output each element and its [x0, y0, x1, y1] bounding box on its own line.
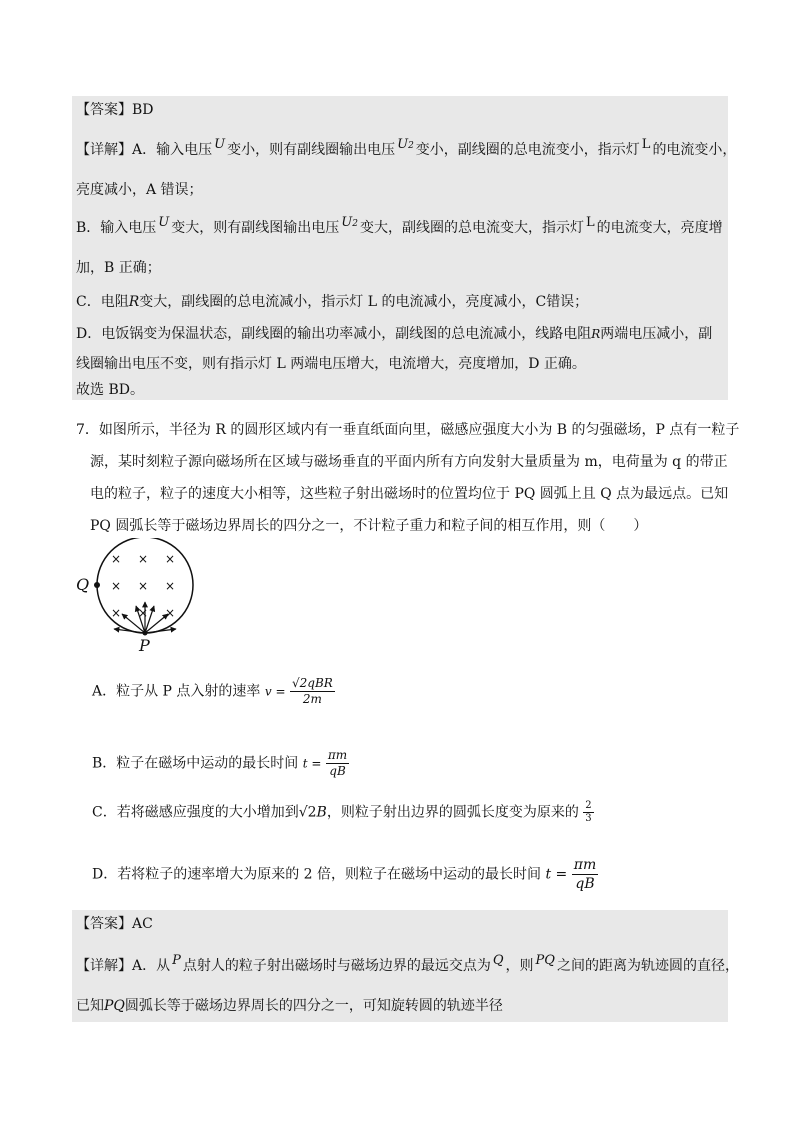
symbol-u2: U2 — [341, 215, 358, 230]
symbol-u2: U2 — [397, 137, 414, 152]
text: C．电阻 — [76, 294, 129, 310]
svg-text:×: × — [110, 552, 122, 566]
label-q: Q — [76, 575, 90, 594]
text: 【详解】A．从 — [76, 958, 171, 974]
svg-text:×: × — [110, 606, 122, 620]
detail-a-line1 — [76, 137, 737, 162]
detail-d-line2: 线圈输出电压不变，则有指示灯 L 两端电压增大，电流增大，亮度增加，D 正确。 — [76, 356, 586, 372]
symbol-c: C — [535, 294, 547, 310]
text: 已知 — [76, 998, 104, 1014]
svg-text:×: × — [164, 552, 176, 566]
symbol-p: P — [172, 953, 181, 968]
option-a — [92, 676, 335, 707]
text: 【详解】A．输入电压 — [76, 142, 213, 158]
point-q-dot — [94, 582, 100, 588]
text: A．粒子从 P 点入射的速率 — [92, 683, 261, 700]
magnetic-field-figure — [70, 538, 210, 656]
text: 两端电压减小，副 — [600, 326, 713, 342]
text: 变小，则有副线圈输出电压 — [227, 142, 396, 158]
option-b — [92, 748, 349, 779]
text: D．电饭锅变为保温状态，副线圈的输出功率减小，副线图的总电流减小，线路电阻 — [76, 326, 592, 342]
svg-text:×: × — [137, 579, 149, 593]
text: 错误； — [546, 294, 589, 310]
formula-lhs: t = — [545, 866, 568, 883]
text: 之间的距离为轨迹圆的直径， — [556, 958, 739, 974]
fraction-two-thirds: $\frac{2}{3}$ — [585, 800, 592, 824]
text: 点射人的粒子射出磁场时与磁场边界的最远交点为 — [182, 958, 491, 974]
svg-text:×: × — [137, 552, 149, 566]
formula-lhs: v = — [264, 684, 286, 699]
svg-text:×: × — [164, 579, 176, 593]
detail-a-line2: 亮度减小，A 错误； — [76, 182, 203, 198]
svg-text:×: × — [137, 606, 149, 620]
text: B．粒子在磁场中运动的最长时间 — [92, 755, 299, 772]
text: 的电流变小， — [652, 142, 737, 158]
text: C．若将磁感应强度的大小增加到 — [92, 804, 299, 821]
symbol-r: R — [591, 327, 601, 341]
detail2-line1 — [76, 953, 739, 977]
detail-b-line2: 加，B 正确； — [76, 260, 161, 276]
text: ，则粒子射出边界的圆弧长度变为原来的 — [326, 804, 579, 821]
svg-text:×: × — [164, 606, 176, 620]
symbol-l: L — [585, 215, 595, 230]
text: 变大，副线圈的总电流变大，指示灯 — [359, 220, 584, 236]
sqrt-2: √2 — [298, 804, 317, 821]
formula-fraction: $\frac{\pi m}{qB}$ — [327, 748, 348, 778]
detail-b-line1 — [76, 215, 723, 240]
answer-label: 【答案】BD — [76, 102, 154, 118]
symbol-r: R — [128, 294, 140, 310]
text: B．输入电压 — [76, 220, 157, 236]
symbol-u: U — [214, 137, 226, 152]
text: 变大，则有副线图输出电压 — [171, 220, 340, 236]
question-7-line3: 电的粒子，粒子的速度大小相等，这些粒子射出磁场时的位置均位于 PQ 圆弧上且 Q 点为最远点。已知 — [90, 486, 729, 502]
label-p: P — [139, 636, 150, 655]
text: ，则 — [505, 958, 534, 974]
symbol-q: Q — [492, 953, 504, 968]
symbol-pq: PQ — [535, 953, 555, 968]
detail2-line2 — [76, 996, 503, 1016]
answer-label-2: 【答案】AC — [76, 916, 153, 932]
option-c — [92, 800, 594, 825]
question-7-line4: PQ 圆弧长等于磁场边界周长的四分之一，不计粒子重力和粒子间的相互作用，则（ ） — [90, 518, 648, 534]
detail-c — [76, 292, 588, 312]
formula-fraction: $\frac{\pi m}{qB}$ — [573, 857, 597, 892]
text: D．若将粒子的速率增大为原来的 2 倍，则粒子在磁场中运动的最长时间 — [92, 866, 542, 883]
text: 变小，副线圈的总电流变小，指示灯 — [415, 142, 640, 158]
text: 圆弧长等于磁场边界周长的四分之一，可知旋转圆的轨迹半径 — [124, 998, 503, 1014]
question-7-line1: 7．如图所示，半径为 R 的圆形区域内有一垂直纸面向里，磁感应强度大小为 B 的匀强磁场，P 点有一粒子 — [76, 422, 740, 438]
svg-text:×: × — [110, 579, 122, 593]
symbol-l: L — [641, 137, 651, 152]
text: 变大，副线圈的总电流减小，指示灯 L 的电流减小，亮度减小， — [139, 294, 536, 310]
option-d — [92, 856, 598, 893]
field-cross-marks — [111, 552, 175, 620]
formula-lhs: t = — [302, 756, 322, 771]
detail-d-line1 — [76, 324, 712, 344]
symbol-b: B — [316, 804, 327, 821]
question-7-line2: 源，某时刻粒子源向磁场所在区域与磁场垂直的平面内所有方向发射大量质量为 m，电荷量为 q 的带正 — [90, 454, 728, 470]
symbol-u: U — [158, 215, 170, 230]
conclusion: 故选 BD。 — [76, 382, 144, 398]
text: 的电流变大，亮度增 — [596, 220, 723, 236]
formula-fraction: $\frac{\text{√2qBR}}{2m}$ — [292, 676, 333, 706]
symbol-pq: PQ — [104, 998, 125, 1014]
